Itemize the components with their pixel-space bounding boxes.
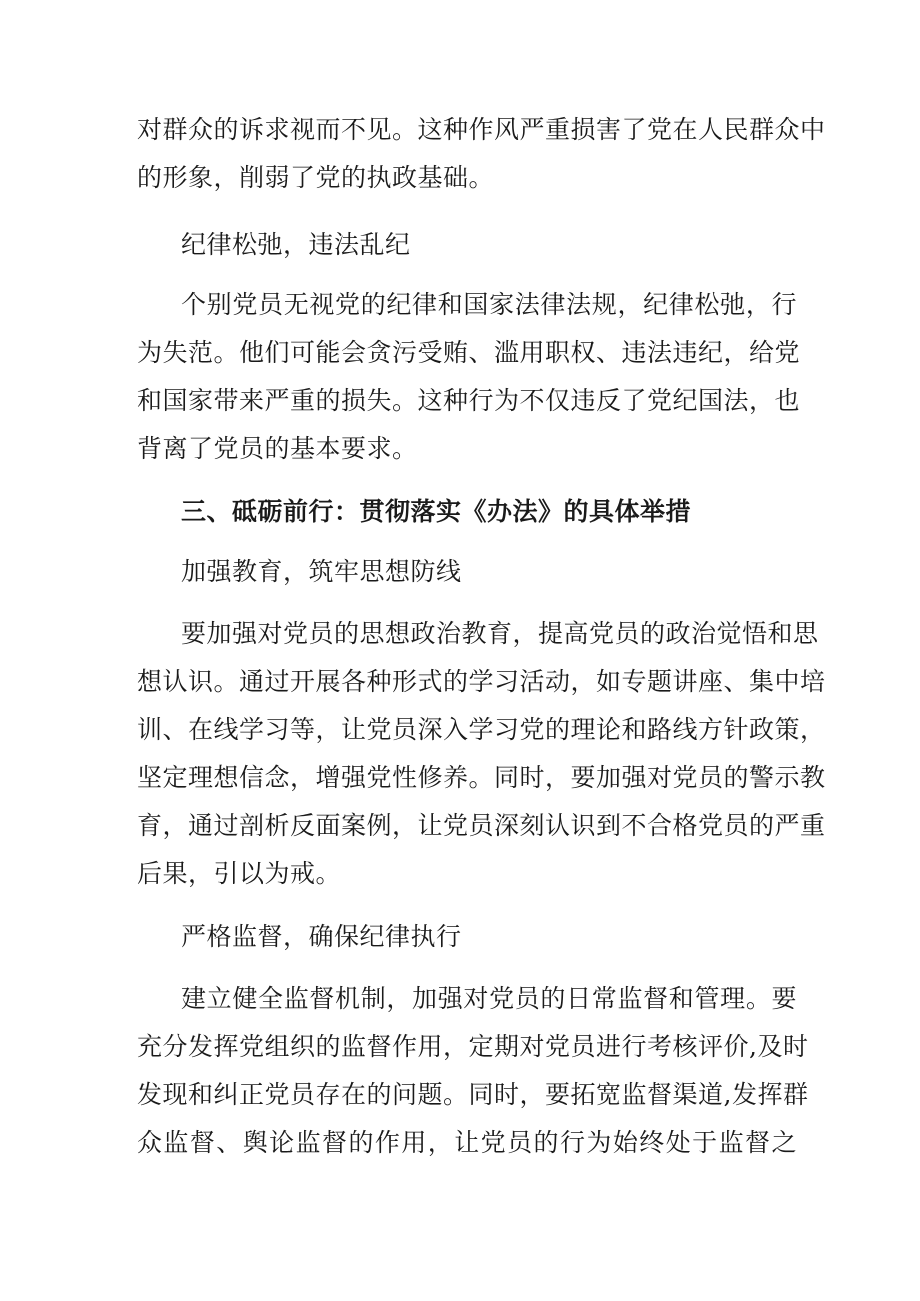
body-text-line: 坚定理想信念，增强党性修养。同时，要加强对党员的警示教 <box>137 763 826 792</box>
body-text-line: 个别党员无视党的纪律和国家法律法规，纪律松弛，行 <box>181 290 797 319</box>
body-text-line: 训、在线学习等，让党员深入学习党的理论和路线方针政策， <box>137 715 826 744</box>
body-text-line: 和国家带来严重的损失。这种行为不仅违反了党纪国法，也 <box>137 386 801 415</box>
section-heading: 三、砥砺前行：贯彻落实《办法》的具体举措 <box>181 497 692 526</box>
body-text-line: 建立健全监督机制，加强对党员的日常监督和管理。要 <box>181 984 797 1013</box>
body-text-line: 发现和纠正党员存在的问题。同时，要拓宽监督渠道,发挥群 <box>137 1080 809 1109</box>
section-subheading: 严格监督，确保纪律执行 <box>181 922 462 951</box>
body-text-line: 的形象，削弱了党的执政基础。 <box>137 163 495 192</box>
body-text-line: 想认识。通过开展各种形式的学习活动，如专题讲座、集中培 <box>137 667 826 696</box>
body-text-line: 背离了党员的基本要求。 <box>137 434 418 463</box>
body-text-line: 众监督、舆论监督的作用，让党员的行为始终处于监督之 <box>137 1128 797 1157</box>
body-text-line: 充分发挥党组织的监督作用，定期对党员进行考核评价,及时 <box>137 1032 809 1061</box>
body-text-line: 为失范。他们可能会贪污受贿、滥用职权、违法违纪，给党 <box>137 338 801 367</box>
body-text-line: 要加强对党员的思想政治教育，提高党员的政治觉悟和思 <box>181 619 819 648</box>
section-subheading: 加强教育，筑牢思想防线 <box>181 557 462 586</box>
body-text-line: 对群众的诉求视而不见。这种作风严重损害了党在人民群众中 <box>137 115 826 144</box>
body-text-line: 育，通过剖析反面案例，让党员深刻认识到不合格党员的严重 <box>137 811 826 840</box>
body-text-line: 后果，引以为戒。 <box>137 859 342 888</box>
section-subheading: 纪律松弛，违法乱纪 <box>181 230 411 259</box>
